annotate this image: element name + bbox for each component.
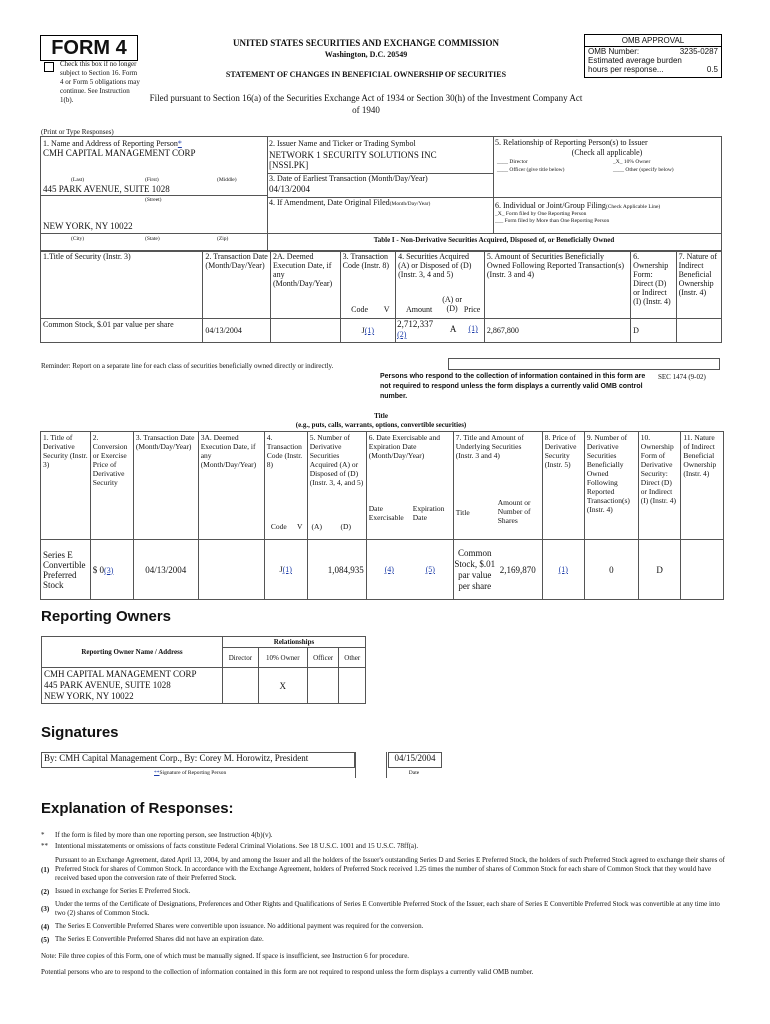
zip-label: (Zip) (217, 236, 229, 242)
box-4 (267, 197, 494, 234)
t2-title: Title (455, 508, 470, 517)
table-2-subtitle: (e.g., puts, calls, warrants, options, convertible securities) (295, 421, 467, 429)
check-box-text: Check this box if no longer subject to Section 16. Form 4 or Form 5 obligations may continue. See Instruction 1(b). (60, 60, 140, 104)
city-label: (City) (71, 236, 85, 242)
explanation-body (41, 831, 731, 976)
no-longer-subject-checkbox[interactable] (44, 62, 54, 72)
box-5: 5. Relationship of Reporting Person(s) to Issuer (Check all applicable) ____ Director _X_ 10% Owner ____ Officer (give title below) ____ Other (specify below) (493, 137, 721, 198)
exp-star1: * (41, 831, 45, 839)
street-address: 445 PARK AVENUE, SUITE 1028 (43, 184, 170, 194)
reporting-owners-table (41, 636, 366, 704)
explanation-note-text: Issued in exchange for Series E Preferred Stock. (55, 887, 191, 895)
t1-form: D (631, 319, 676, 343)
explanation-note-item (41, 900, 731, 918)
t1-amount-footnote[interactable]: (2) (397, 330, 407, 339)
t2-h1: 1. Title of Derivative Security (Instr. 3) (41, 432, 91, 540)
t2-d: (D) (340, 522, 351, 531)
t2-exercisable-footnote[interactable]: (4) (384, 565, 394, 574)
exp-star2-text: Intentional misstatements or omissions of facts constitute Federal Criminal Violations. See 18 U.S.C. 1001 and 15 U.S.C. 78ff(a). (55, 842, 419, 850)
street-label: (Street) (145, 197, 162, 203)
t2-h6: 6. Date Exercisable and Expiration Date (Month/Day/Year) (368, 433, 440, 460)
t2-h10: 10. Ownership Form of Derivative Security: Direct (D) or Indirect (I) (Instr. 4) (638, 432, 681, 540)
explanation-note-item (41, 922, 731, 931)
t1-h2a: 2A. Deemed Execution Date, if any (Month/Day/Year) (271, 251, 341, 319)
officer-label: Officer (give title below) (509, 167, 565, 173)
filed-pursuant: Filed pursuant to Section 16(a) of the Securities Exchange Act of 1934 or Section 30(h) of the Investment Company Act of 1940 (149, 93, 583, 115)
ro-name-line2: 445 PARK AVENUE, SUITE 1028 (44, 680, 171, 690)
issuer-ticker: [NSSI.PK] (269, 160, 309, 170)
explanation-note-number: (1) (41, 865, 50, 874)
t2-h4: 4. Transaction Code (Instr. 8) (266, 433, 303, 469)
sec-code: SEC 1474 (9-02) (658, 373, 706, 381)
t1-price-footnote[interactable]: (1) (468, 324, 478, 333)
signatures-title: Signatures (41, 724, 119, 741)
exp-star2: ** (41, 842, 48, 850)
t2-h3a: 3A. Deemed Execution Date, if any (Month/Day/Year) (198, 432, 264, 540)
explanation-note-text: The Series E Convertible Preferred Shares did not have an expiration date. (55, 935, 264, 943)
ro-ten-pct-mark: X (258, 668, 307, 704)
t2-code-value: J (279, 565, 283, 574)
t1-h5: 5. Amount of Securities Beneficially Owned Following Reported Transaction(s) (Instr. 3 and 4) (484, 251, 630, 319)
t1-h3: 3. Transaction Code (Instr. 8) (342, 252, 390, 270)
persons-notice: Persons who respond to the collection of information contained in this form are not required to respond unless the form displays a currently valid OMB control number. (380, 373, 646, 400)
explanation-note-number: (4) (41, 922, 50, 931)
first-label: (First) (145, 177, 159, 183)
t2-code: Code (270, 522, 287, 531)
signature-label: Signature of Reporting Person (159, 770, 227, 776)
box-1 (41, 137, 268, 251)
t2-owned: 0 (584, 540, 638, 600)
table-2 (40, 431, 724, 600)
box-4-label: 4. If Amendment, Date Original Filed (269, 198, 390, 207)
explanation-note-number: (2) (41, 887, 50, 896)
t1-h4: 4. Securities Acquired (A) or Disposed of (D) (Instr. 3, 4 and 5) (398, 252, 472, 279)
t1-date: 04/13/2004 (203, 319, 271, 343)
t1-v: V (383, 305, 390, 314)
ro-name-line3: NEW YORK, NY 10022 (44, 691, 134, 701)
statement-title: STATEMENT OF CHANGES IN BENEFICIAL OWNERSHIP OF SECURITIES (225, 70, 507, 79)
omb-number-value: 3235-0287 (679, 47, 718, 56)
t2-price-footnote[interactable]: (3) (104, 565, 114, 575)
t1-security: Common Stock, $.01 par value per share (41, 319, 203, 343)
t1-owned: 2,867,800 (484, 319, 630, 343)
box-6-label: 6. Individual or Joint/Group Filing (495, 201, 606, 210)
signature-date-label: Date (408, 770, 420, 776)
agency-title: UNITED STATES SECURITIES AND EXCHANGE COMMISSION (233, 38, 499, 48)
ro-director: Director (223, 648, 259, 668)
box-3 (267, 173, 494, 198)
t2-v: V (297, 522, 303, 531)
explanation-note-item (41, 935, 731, 944)
explanation-note-text: The Series E Convertible Preferred Shares were convertible upon issuance. No additional payment was required for the conversion. (55, 922, 424, 930)
ro-officer: Officer (307, 648, 339, 668)
t2-h3: 3. Transaction Date (Month/Day/Year) (133, 432, 198, 540)
ro-row (42, 668, 366, 704)
t1-aord: (A) or (D) (442, 295, 462, 313)
ten-pct-mark: X (615, 159, 620, 165)
box-5-sub: (Check all applicable) (571, 148, 643, 157)
t2-h2: 2. Conversion or Exercise Price of Derivative Security (90, 432, 133, 540)
one-person-label: Form filed by One Reporting Person (505, 211, 587, 217)
t2-form: D (638, 540, 681, 600)
issuer-name: NETWORK 1 SECURITY SOLUTIONS INC (269, 150, 437, 160)
t1-amount-value: 2,712,337 (397, 319, 434, 329)
last-label: (Last) (71, 177, 85, 183)
explanation-note-item (41, 856, 731, 883)
t1-aord-value: A (449, 324, 457, 334)
one-person-mark: X (497, 211, 502, 217)
agency-location: Washington, D.C. 20549 (324, 50, 408, 59)
t2-exp: Expiration Date (412, 504, 445, 522)
signature-name: By: CMH Capital Management Corp., By: Corey M. Horowitz, President (41, 752, 355, 768)
ten-pct-label: 10% Owner (623, 159, 651, 165)
t2-h5: 5. Number of Derivative Securities Acquired (A) or Disposed of (D) (Instr. 3, 4, and 5) (309, 433, 364, 487)
box-1-label: 1. Name and Address of Reporting Person (43, 139, 178, 148)
earliest-transaction-date: 04/13/2004 (269, 184, 311, 194)
explanation-notes (41, 856, 731, 944)
t1-h7: 7. Nature of Indirect Beneficial Ownership (Instr. 4) (676, 251, 721, 319)
t1-code: Code (351, 305, 369, 314)
explanation-note1: Note: File three copies of this Form, one of which must be manually signed. If space is insufficient, see Instruction 6 for procedure. (41, 952, 410, 960)
t2-und-title: Common Stock, $.01 par value per share (454, 547, 496, 591)
t2-und-amount: 2,169,870 (499, 564, 536, 575)
t2-h7: 7. Title and Amount of Underlying Securities (Instr. 3 and 4) (455, 433, 524, 460)
box-2 (267, 137, 494, 174)
t2-code-footnote[interactable]: (1) (282, 565, 292, 574)
t1-price: Price (463, 305, 481, 314)
t2-d-value: 1,084,935 (307, 540, 366, 600)
ro-ten-pct: 10% Owner (258, 648, 307, 668)
city-state-zip: NEW YORK, NY 10022 (43, 221, 133, 231)
box-1-star[interactable]: * (177, 139, 182, 148)
state-label: (State) (145, 236, 160, 242)
box-6: 6. Individual or Joint/Group Filing(Check Applicable Line) _X_ Form filed by One Reporting Person ___ Form filed by More than One Reporting Person (493, 197, 721, 234)
more-person-label: Form filed by More than One Reporting Person (504, 218, 610, 224)
t2-h8: 8. Price of Derivative Security (Instr. 5) (542, 432, 584, 540)
box-3-label: 3. Date of Earliest Transaction (Month/Day/Year) (269, 174, 428, 183)
form-4-label: FORM 4 (40, 35, 138, 61)
reporting-person-name: CMH CAPITAL MANAGEMENT CORP (43, 148, 196, 158)
box-4-sub: (Month/Day/Year) (389, 201, 431, 207)
t1-h2: 2. Transaction Date (Month/Day/Year) (203, 251, 271, 319)
t1-h1: 1.Title of Security (Instr. 3) (41, 251, 203, 319)
t2-security: Series E Convertible Preferred Stock (41, 540, 91, 600)
t2-a: (A) (311, 522, 322, 531)
middle-label: (Middle) (217, 177, 237, 183)
t1-code-footnote[interactable]: (1) (364, 326, 375, 335)
reporting-info-grid (40, 136, 722, 252)
explanation-title: Explanation of Responses: (41, 800, 234, 817)
table-2-title: Title (374, 412, 388, 420)
omb-number-label: OMB Number: (588, 47, 640, 56)
explanation-note-number: (3) (41, 905, 50, 913)
other-label: Other (specify below) (625, 167, 674, 173)
reminder: Reminder: Report on a separate line for each class of securities beneficially owned directly or indirectly. (41, 362, 334, 370)
table-1-title: Table I - Non-Derivative Securities Acquired, Disposed of, or Beneficially Owned (373, 236, 615, 244)
ro-name-line1: CMH CAPITAL MANAGEMENT CORP (44, 669, 197, 679)
t2-price8-footnote[interactable]: (1) (558, 565, 568, 574)
exp-star1-text: If the form is filed by more than one reporting person, see Instruction 4(b)(v). (55, 831, 273, 839)
t2-h9: 9. Number of Derivative Securities Beneficially Owned Following Reported Transaction(s) (Instr. 4) (584, 432, 638, 540)
ro-col-name: Reporting Owner Name / Address (42, 637, 223, 668)
t2-amt-shares: Amount or Number of Shares (497, 498, 531, 525)
signature-date: 04/15/2004 (388, 752, 442, 768)
explanation-note-text: Under the terms of the Certificate of Designations, Preferences and Other Rights and Qualifications of Series E Convertible Preferred Stock of the Issuer, each share of Series E Convertible Preferred Stock was convertible at any time into two (2) shares of Common Stock. (55, 900, 720, 917)
t2-price: $ 0 (92, 564, 105, 575)
box-2-label: 2. Issuer Name and Ticker or Trading Symbol (269, 139, 416, 148)
t1-h6: 6. Ownership Form: Direct (D) or Indirect (I) (Instr. 4) (631, 251, 676, 319)
omb-hours-label: hours per response... (588, 65, 664, 74)
explanation-note-text: Pursuant to an Exchange Agreement, dated April 13, 2004, by and among the Issuer and all the holders of the Issuer's outstanding Series D and Series E Preferred Stock, the holders of such Preferred Stock agreed to exchange their shares of Preferred Stock for shares of Common Stock. In accordance with the Exchange Agreement, holders of Preferred Stock received 1.25 times the number of shares of Common Stock for each share of Common Stock that they would have received based upon the conversion rate of their Preferred Stock. (55, 856, 725, 882)
omb-title: OMB APPROVAL (585, 35, 721, 47)
t2-h11: 11. Nature of Indirect Beneficial Ownership (Instr. 4) (681, 432, 724, 540)
table-2-row (41, 540, 724, 600)
omb-hours-value: 0.5 (706, 65, 718, 74)
omb-approval-box (584, 34, 722, 78)
print-type: (Print or Type Responses) (41, 128, 114, 136)
box-5-label: 5. Relationship of Reporting Person(s) to Issuer (495, 138, 648, 147)
box-6-sub: (Check Applicable Line) (605, 204, 661, 210)
ro-other: Other (339, 648, 366, 668)
reporting-owners-title: Reporting Owners (41, 608, 172, 625)
omb-burden-label: Estimated average burden (588, 56, 682, 65)
director-label: Director (509, 159, 528, 165)
signature-star[interactable]: ** (154, 770, 160, 776)
ro-relationships: Relationships (223, 637, 366, 648)
table-1-row (41, 319, 722, 343)
t2-date-ex: Date Exercisable (368, 504, 404, 522)
explanation-note2: Potential persons who are to respond to the collection of information contained in this form are not required to respond unless the form displays a currently valid OMB number. (41, 968, 534, 976)
t2-date: 04/13/2004 (133, 540, 198, 600)
table-1 (40, 250, 722, 343)
form-page (36, 28, 736, 1008)
t2-expiration-footnote[interactable]: (5) (425, 565, 435, 574)
explanation-note-item (41, 887, 731, 896)
explanation-note-number: (5) (41, 935, 50, 944)
t1-code-value: J (361, 326, 365, 335)
t1-amount: Amount (405, 305, 433, 314)
